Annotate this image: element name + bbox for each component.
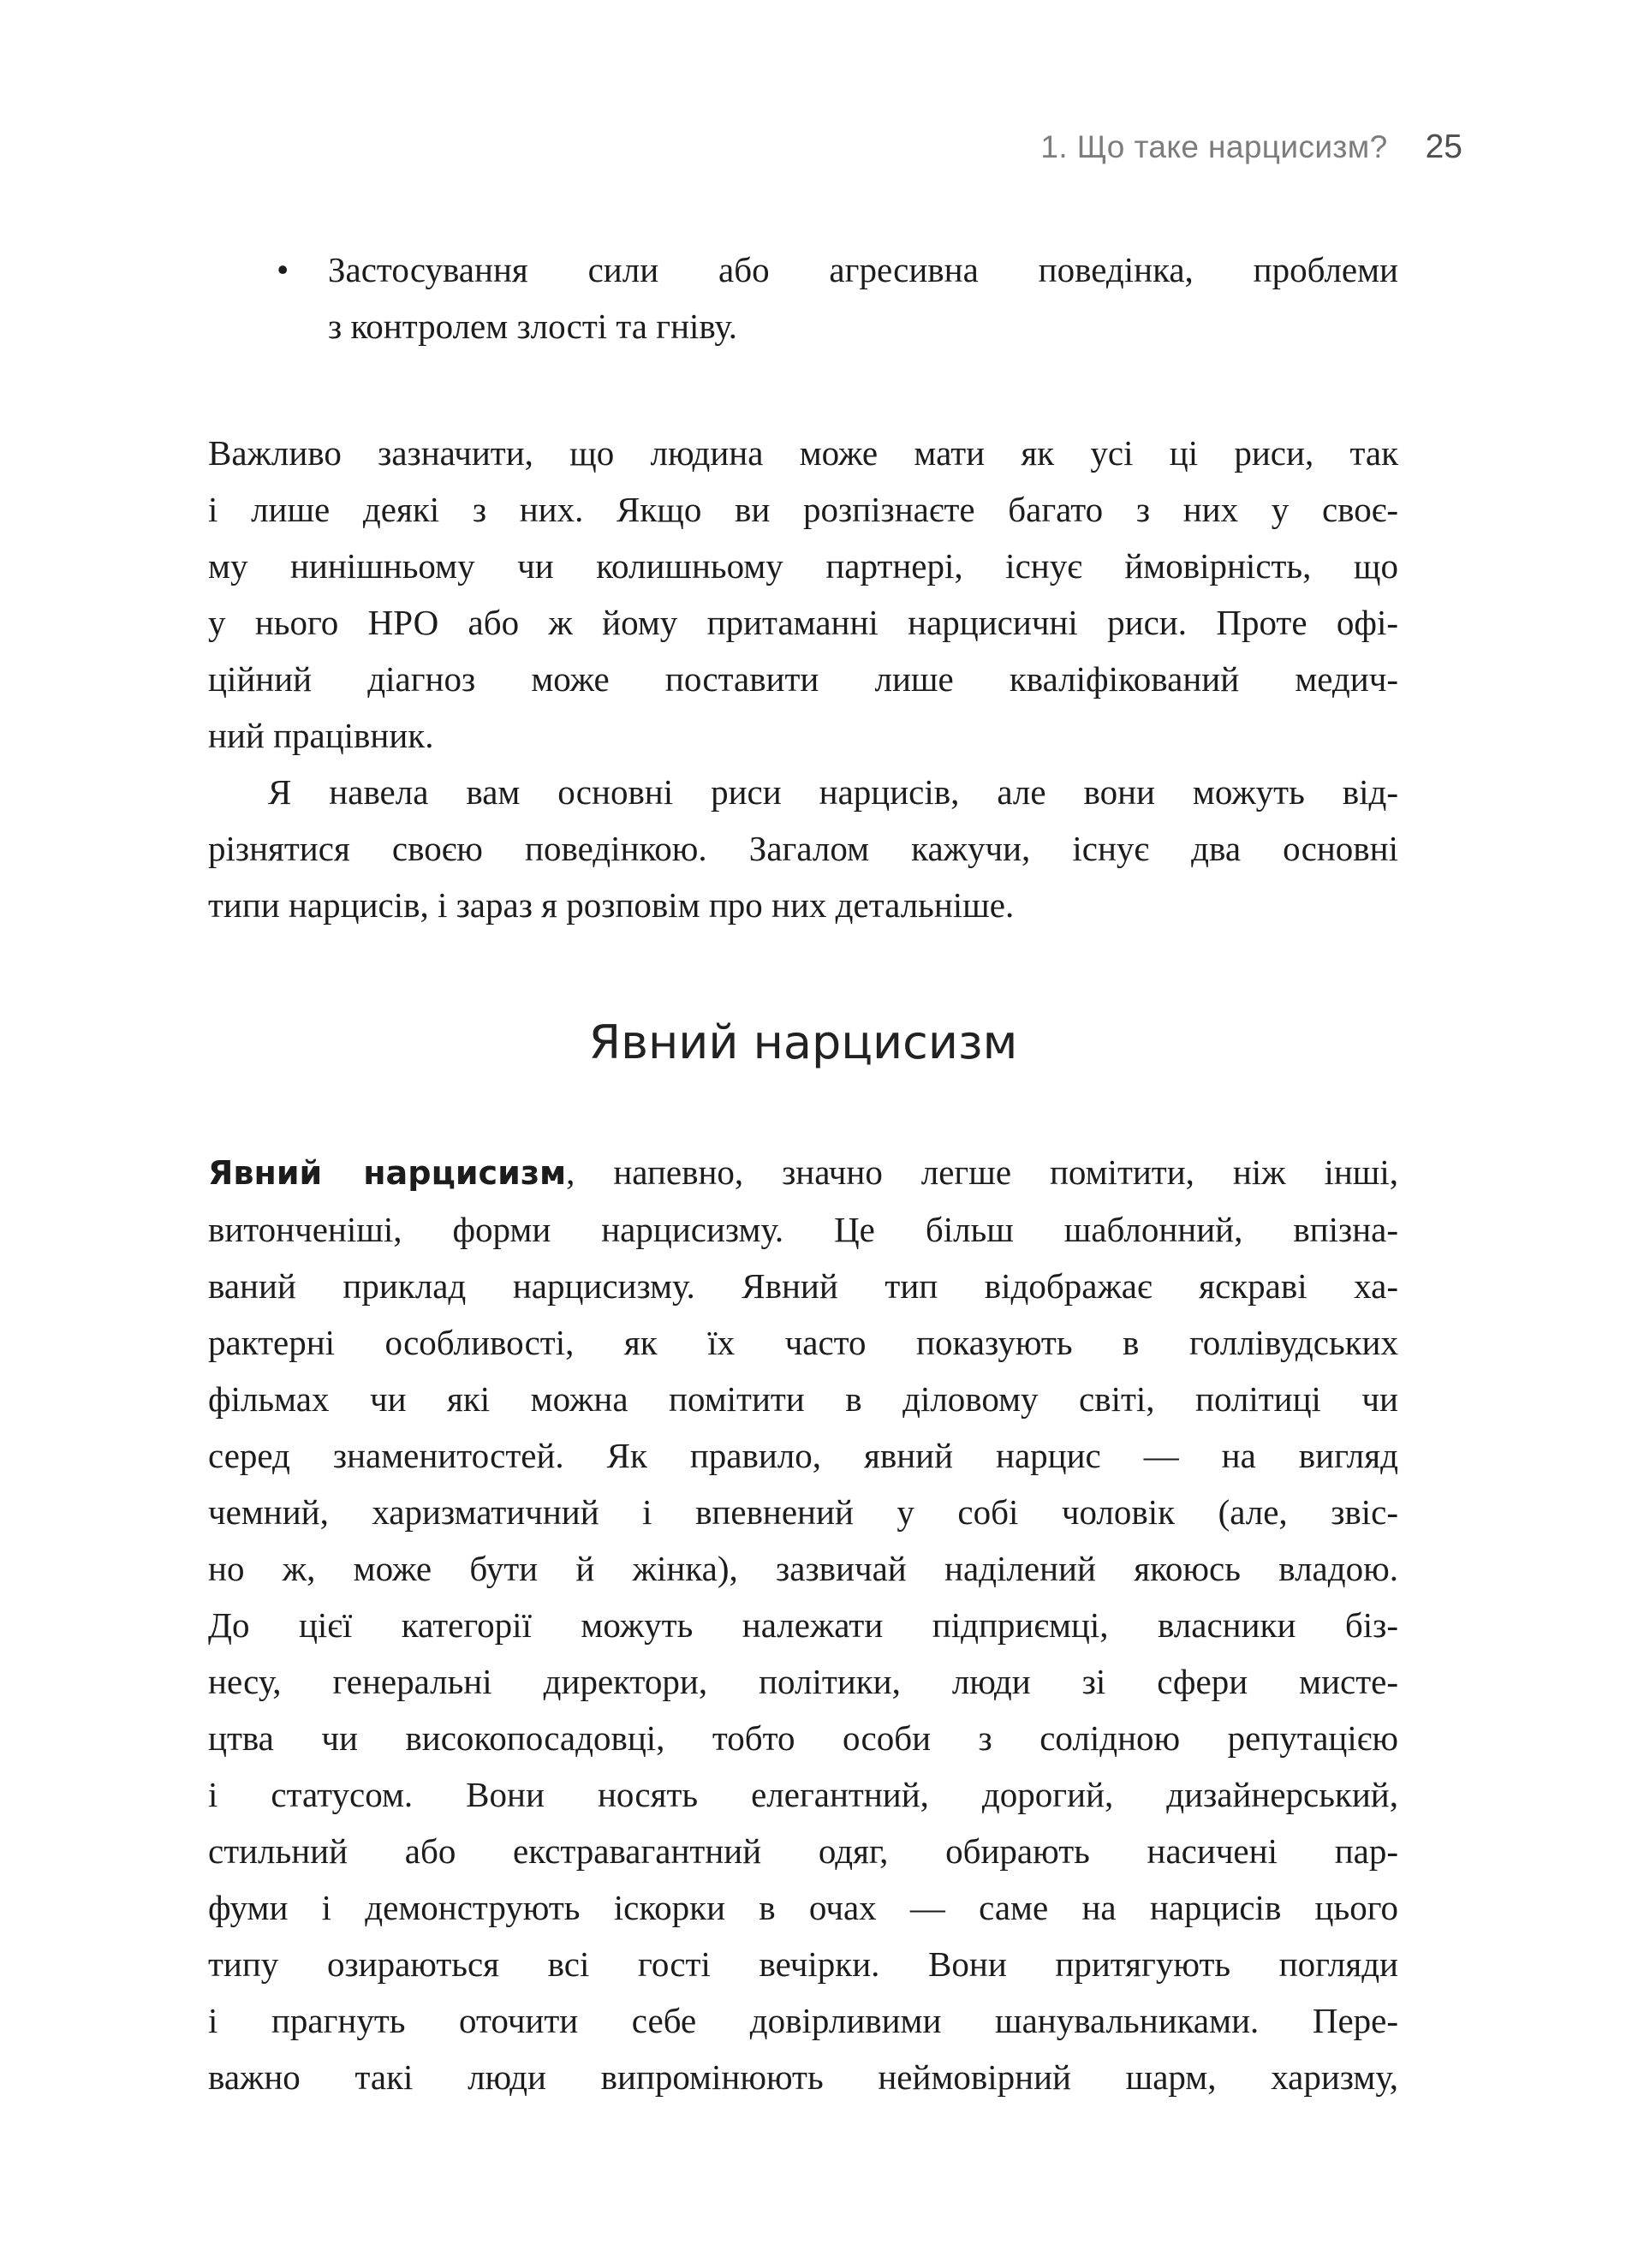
running-header xyxy=(0,128,1462,166)
bullet-text xyxy=(328,241,1398,354)
text-line: До цієї категорії можуть належати підприємці, власники біз- xyxy=(208,1605,1398,1645)
text-line: і статусом. Вони носять елегантний, дорогий, дизайнерський, xyxy=(208,1775,1398,1814)
text-line: різнятися своєю поведінкою. Загалом кажучи, існує два основні xyxy=(208,829,1398,868)
text-line: серед знаменитостей. Як правило, явний нарцис — на вигляд xyxy=(208,1436,1398,1475)
paragraph xyxy=(208,764,1398,933)
chapter-title: 1. Що таке нарцисизм? xyxy=(1040,129,1388,164)
text-line: ваний приклад нарцисизму. Явний тип відображає яскраві ха- xyxy=(208,1266,1398,1306)
text-line: стильний або екстравагантний одяг, обирають насичені пар- xyxy=(208,1831,1398,1871)
text-line: несу, генеральні директори, політики, люди зі сфери мисте- xyxy=(208,1662,1398,1701)
text-line: у нього НРО або ж йому притаманні нарцисичні риси. Проте офі- xyxy=(208,603,1398,642)
text-line: і лише деякі з них. Якщо ви розпізнаєте багато з них у своє- xyxy=(208,490,1398,529)
bullet-item xyxy=(208,241,1398,354)
text-line: рактерні особливості, як їх часто показують в голлівудських xyxy=(208,1323,1398,1362)
text-line: цтва чи високопосадовці, тобто особи з солідною репутацією xyxy=(208,1718,1398,1758)
text-line: Явний нарцисизм, напевно, значно легше помітити, ніж інші, xyxy=(208,1152,1398,1192)
text-line: важно такі люди випромінюють неймовірний шарм, харизму, xyxy=(208,2057,1398,2097)
text-line: Застосування сили або агресивна поведінка, проблеми xyxy=(328,250,1398,289)
bold-lead-in: Явний нарцисизм xyxy=(208,1154,567,1192)
text-line: з контролем злості та гніву. xyxy=(328,307,738,346)
text-line: типи нарцисів, і зараз я розповім про них детальніше. xyxy=(208,885,1015,925)
section-heading: Явний нарцисизм xyxy=(588,1015,1018,1069)
text-line: чемний, харизматичний і впевнений у собі чоловік (але, звіс- xyxy=(208,1492,1398,1532)
text-line: ційний діагноз може поставити лише кваліфікований медич- xyxy=(208,659,1398,699)
paragraph xyxy=(208,425,1398,764)
text-line: фільмах чи які можна помітити в діловому світі, політиці чи xyxy=(208,1379,1398,1419)
text-line: Важливо зазначити, що людина може мати як усі ці риси, так xyxy=(208,433,1398,473)
text-line: типу озираються всі гості вечірки. Вони притягують погляди xyxy=(208,1944,1398,1984)
text-line: фуми і демонструють іскорки в очах — саме на нарцисів цього xyxy=(208,1888,1398,1927)
page-number: 25 xyxy=(1425,128,1462,165)
text-line: витонченіші, форми нарцисизму. Це більш шаблонний, впізна- xyxy=(208,1210,1398,1249)
bullet-icon: • xyxy=(277,250,289,289)
paragraph xyxy=(208,1144,1398,2105)
page-content xyxy=(208,241,1398,2105)
text-line: ний працівник. xyxy=(208,716,434,755)
text-line: му нинішньому чи колишньому партнері, існує ймовірність, що xyxy=(208,546,1398,586)
text-line: но ж, може бути й жінка), зазвичай наділений якоюсь владою. xyxy=(208,1549,1398,1588)
text-line: і прагнуть оточити себе довірливими шанувальниками. Пере- xyxy=(208,2001,1398,2040)
text-line: Я навела вам основні риси нарцисів, але вони можуть від- xyxy=(268,772,1398,812)
